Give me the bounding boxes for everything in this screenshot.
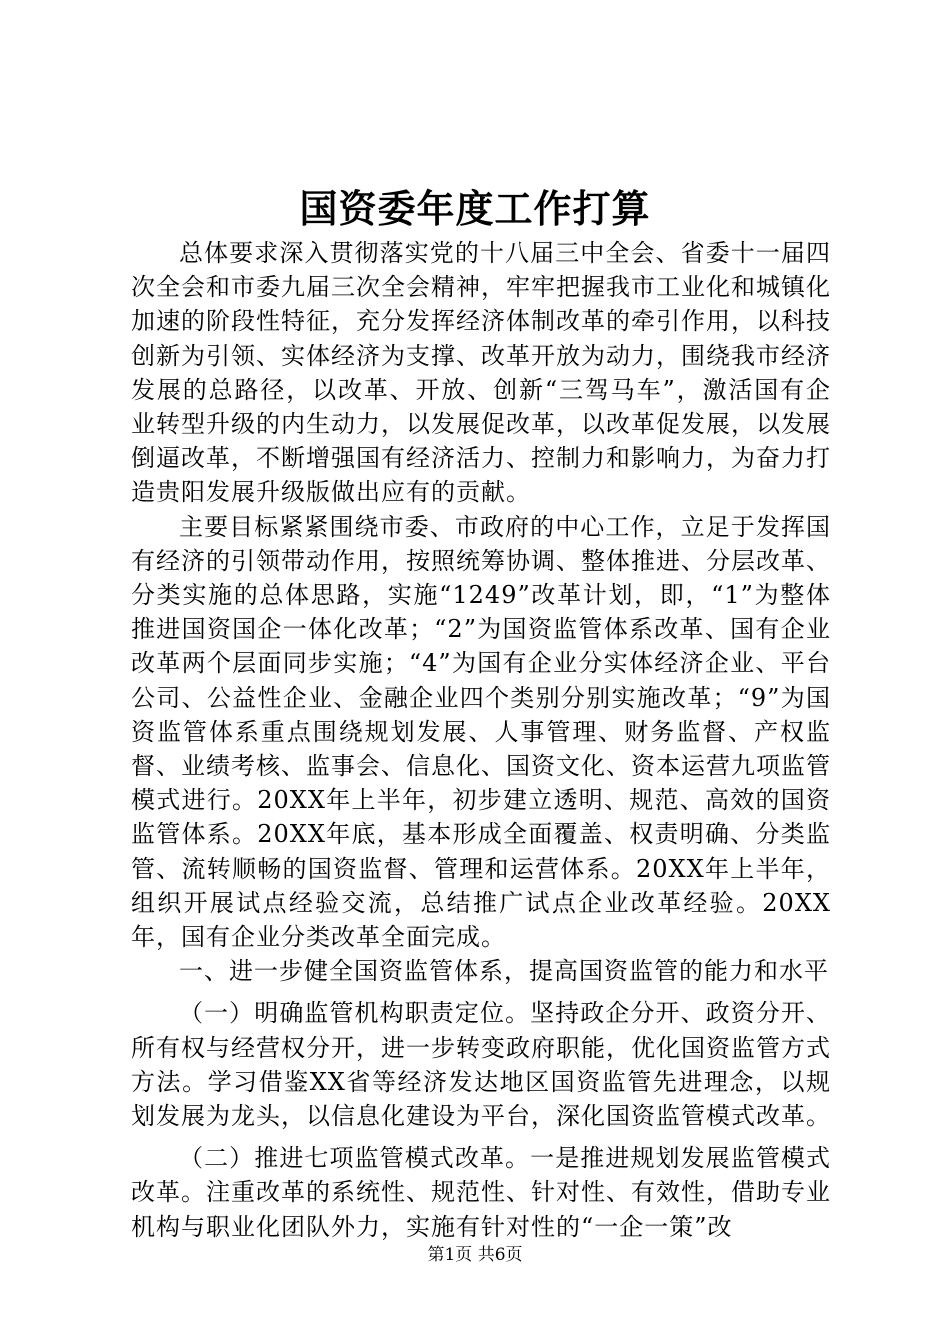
paragraph-main-goals: 主要目标紧紧围绕市委、市政府的中心工作，立足于发挥国有经济的引领带动作用，按照统筹协调、整体推进、分层改革、分类实施的总体思路，实施“1249”改革计划，即，“1”为整体推进国资国企一体化改革；“2”为国资监管体系改革、国有企业改革两个层面同步实施；“4”为国有企业分实体经济企业、平台公司、公益性企业、金融企业四个类别分别实施改革；“9”为国资监管体系重点围绕规划发展、人事管理、财务监督、产权监督、业绩考核、监事会、信息化、国资文化、资本运营九项监管模式进行。20XX年上半年，初步建立透明、规范、高效的国资监管体系。20XX年底，基本形成全面覆盖、权责明确、分类监管、流转顺畅的国资监督、管理和运营体系。20XX年上半年，组织开展试点经验交流，总结推广试点企业改革经验。20XX年，国有企业分类改革全面完成。	[131, 512, 831, 952]
paragraph-overall-requirements: 总体要求深入贯彻落实党的十八届三中全会、省委十一届四次全会和市委九届三次全会精神，牢牢把握我市工业化和城镇化加速的阶段性特征，充分发挥经济体制改革的牵引作用，以科技创新为引领、实体经济为支撑、改革开放为动力，围绕我市经济发展的总路径，以改革、开放、创新“三驾马车”，激活国有企业转型升级的内生动力，以发展促改革，以改革促发展，以发展倒逼改革，不断增强国有经济活力、控制力和影响力，为奋力打造贵阳发展升级版做出应有的贡献。	[131, 239, 831, 507]
paragraph-subsection-2: （二）推进七项监管模式改革。一是推进规划发展监管模式改革。注重改革的系统性、规范性、针对性、有效性，借助专业机构与职业化团队外力，实施有针对性的“一企一策”改	[131, 1144, 831, 1241]
section-heading-1: 一、进一步健全国资监管体系，提高国资监管的能力和水平	[179, 957, 829, 986]
document-title: 国资委年度工作打算	[299, 186, 651, 231]
paragraph-subsection-1: （一）明确监管机构职责定位。坚持政企分开、政资分开、所有权与经营权分开，进一步转变政府职能，优化国资监管方式方法。学习借鉴XX省等经济发达地区国资监管先进理念，以规划发展为龙头，以信息化建设为平台，深化国资监管模式改革。	[131, 999, 831, 1131]
document-body	[131, 236, 831, 1244]
page-number-footer: 第1页 共6页	[427, 1245, 523, 1265]
